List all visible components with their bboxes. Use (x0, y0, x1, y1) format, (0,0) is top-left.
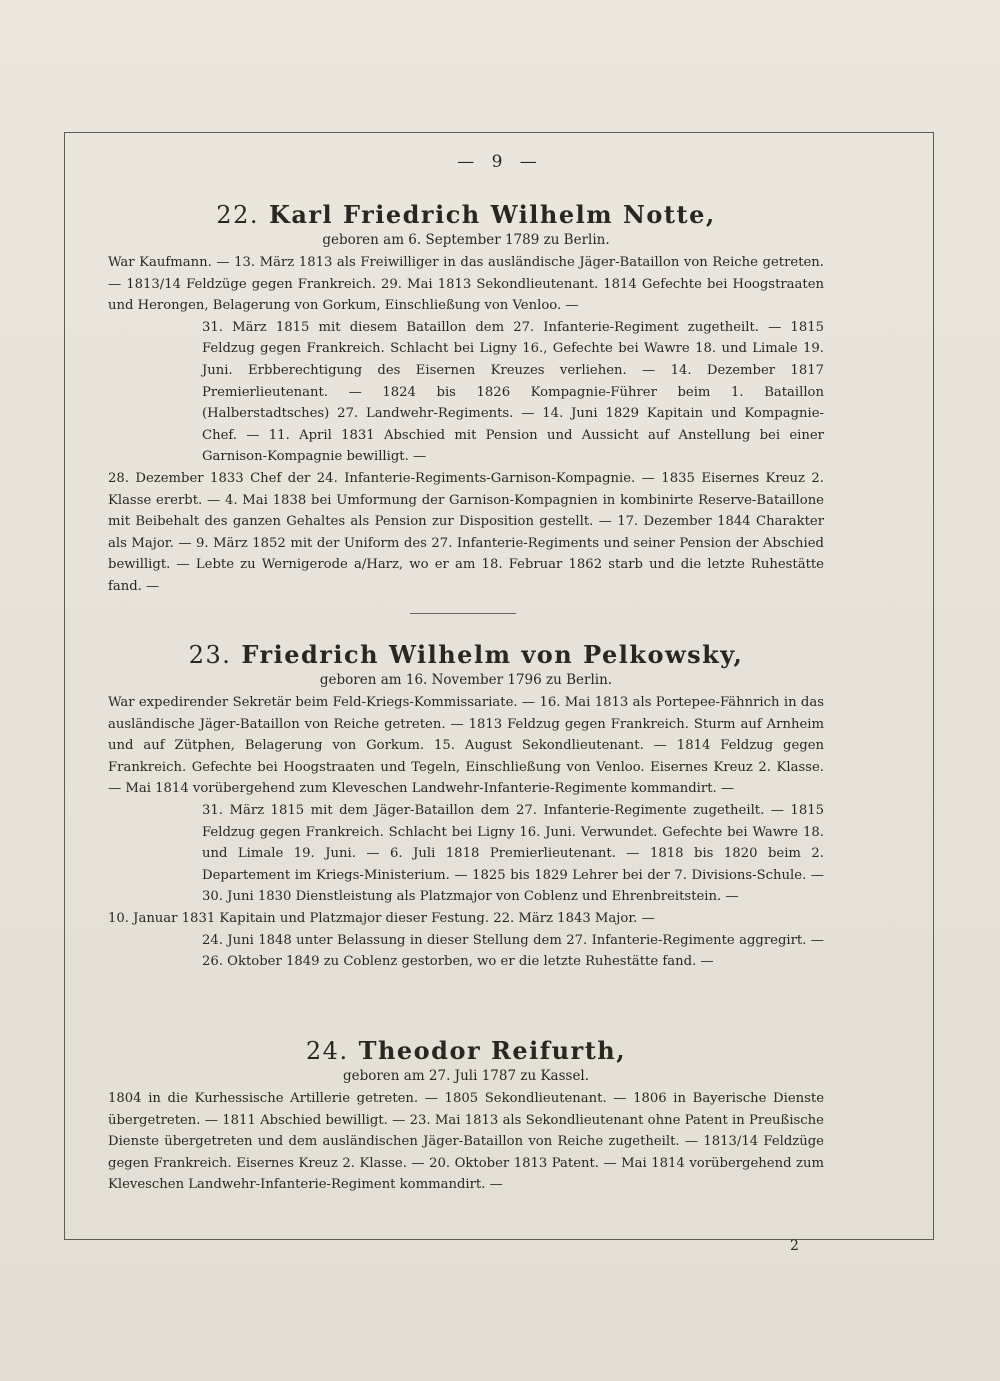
entry-number: 23. (188, 641, 232, 669)
entry-heading (108, 200, 824, 230)
entry-paragraph: 10. Januar 1831 Kapitain und Platzmajor dieser Festung. 22. März 1843 Major. — (108, 910, 655, 926)
entry-birth: geboren am 16. November 1796 zu Berlin. (319, 672, 613, 688)
entry-paragraph: 1804 in die Kurhessische Artillerie getreten. — 1805 Sekondlieutenant. — 1806 in Bayerische Dienste übergetreten. — 1811 Abschied bewilligt. — 23. Mai 1813 als Sekondlieutenant ohne Patent in Preußische Dienste übergetreten und dem ausländischen Jäger-Bataillon von Reiche zugetheilt. — 1813/14 Feldzüge gegen Frankreich. Eisernes Kreuz 2. Klasse. — 20. Oktober 1813 Patent. — Mai 1814 vorübergehend zum Klevesсhen Landwehr-Infanterie-Regiment kommandirt. — (108, 1091, 824, 1193)
entry-birth: geboren am 6. September 1789 zu Berlin. (322, 232, 610, 248)
entry-24 (108, 1036, 824, 1196)
entry-name: Friedrich Wilhelm von Pelkowsky, (241, 640, 744, 669)
entry-paragraph: 24. Juni 1848 unter Belassung in dieser Stellung dem 27. Infanterie-Regimente aggregirt. — 26. Oktober 1849 zu Coblenz gestorben, wo er die letzte Ruhestätte fand. — (202, 932, 824, 970)
entry-number: 22. (216, 201, 259, 229)
entry-paragraph: War expedirender Sekretär beim Feld-Kriegs-Kommissariate. — 16. Mai 1813 als Portepee-Fähnrich in das ausländische Jäger-Bataillon von Reiche getreten. — 1813 Feldzug gegen Frankreich. Sturm auf Arnheim und auf Zütphen, Belagerung von Gorkum. 15. August Sekondlieutenant. — 1814 Feldzug gegen Frankreich. Gefechte bei Hoogstraaten und Tegeln, Einschließung von Venloo. Eisernes Kreuz 2. Klasse. — Mai 1814 vorübergehend zum Klevesсhen Landwehr-Infanterie-Regimente kommandirt. — (108, 695, 824, 797)
entry-22 (108, 200, 824, 598)
section-divider (410, 613, 516, 614)
entry-name: Karl Friedrich Wilhelm Notte, (268, 200, 716, 229)
entry-birth: geboren am 27. Juli 1787 zu Kassel. (342, 1068, 590, 1084)
entry-heading (108, 640, 824, 670)
entry-23 (108, 640, 824, 973)
page-number: — 9 — (457, 152, 543, 172)
entry-paragraph: War Kaufmann. — 13. März 1813 als Freiwilliger in das ausländische Jäger-Bataillon von Reiche getreten. — 1813/14 Feldzüge gegen Frankreich. 29. Mai 1813 Sekondlieutenant. 1814 Gefechte bei Hoogstraaten und Herongen, Belagerung von Gorkum, Einschließung von Venloo. — (108, 255, 824, 314)
sheet-number: 2 (790, 1238, 799, 1254)
entry-heading (108, 1036, 824, 1066)
entry-paragraph: 28. Dezember 1833 Chef der 24. Infanterie-Regiments-Garnison-Kompagnie. — 1835 Eisernes Kreuz 2. Klasse ererbt. — 4. Mai 1838 bei Umformung der Garnison-Kompagnien in kombinirte Reserve-Bataillone mit Beibehalt des ganzen Gehaltes als Pension zur Disposition gestellt. — 17. Dezember 1844 Charakter als Major. — 9. März 1852 mit der Uniform des 27. Infanterie-Regiments und seiner Pension der Abschied bewilligt. — Lebte zu Wernigerode a/Harz, wo er am 18. Februar 1862 starb und die letzte Ruhestätte fand. — (108, 470, 824, 594)
entry-paragraph: 31. März 1815 mit diesem Bataillon dem 27. Infanterie-Regiment zugetheilt. — 1815 Feldzug gegen Frankreich. Schlacht bei Ligny 16., Gefechte bei Wawre 18. und Limale 19. Juni. Erbberechtigung des Eisernen Kreuzes verliehen. — 14. Dezember 1817 Premierlieutenant. — 1824 bis 1826 Kompagnie-Führer beim 1. Bataillon (Halberstadtsches) 27. Landwehr-Regiments. — 14. Juni 1829 Kapitain und Kompagnie-Chef. — 11. April 1831 Abschied mit Pension und Aussicht auf Anstellung bei einer Garnison-Kompagnie bewilligt. — (202, 319, 824, 465)
entry-name: Theodor Reifurth, (358, 1036, 627, 1065)
entry-number: 24. (305, 1037, 349, 1065)
entry-paragraph: 31. März 1815 mit dem Jäger-Bataillon dem 27. Infanterie-Regimente zugetheilt. — 1815 Feldzug gegen Frankreich. Schlacht bei Ligny 16. Juni. Verwundet. Gefechte bei Wawre 18. und Limale 19. Juni. — 6. Juli 1818 Premierlieutenant. — 1818 bis 1820 beim 2. Departement im Kriegs-Ministerium. — 1825 bis 1829 Lehrer bei der 7. Divisions-Schule. — 30. Juni 1830 Dienstleistung als Platzmajor von Coblenz und Ehrenbreitstein. — (202, 802, 824, 905)
